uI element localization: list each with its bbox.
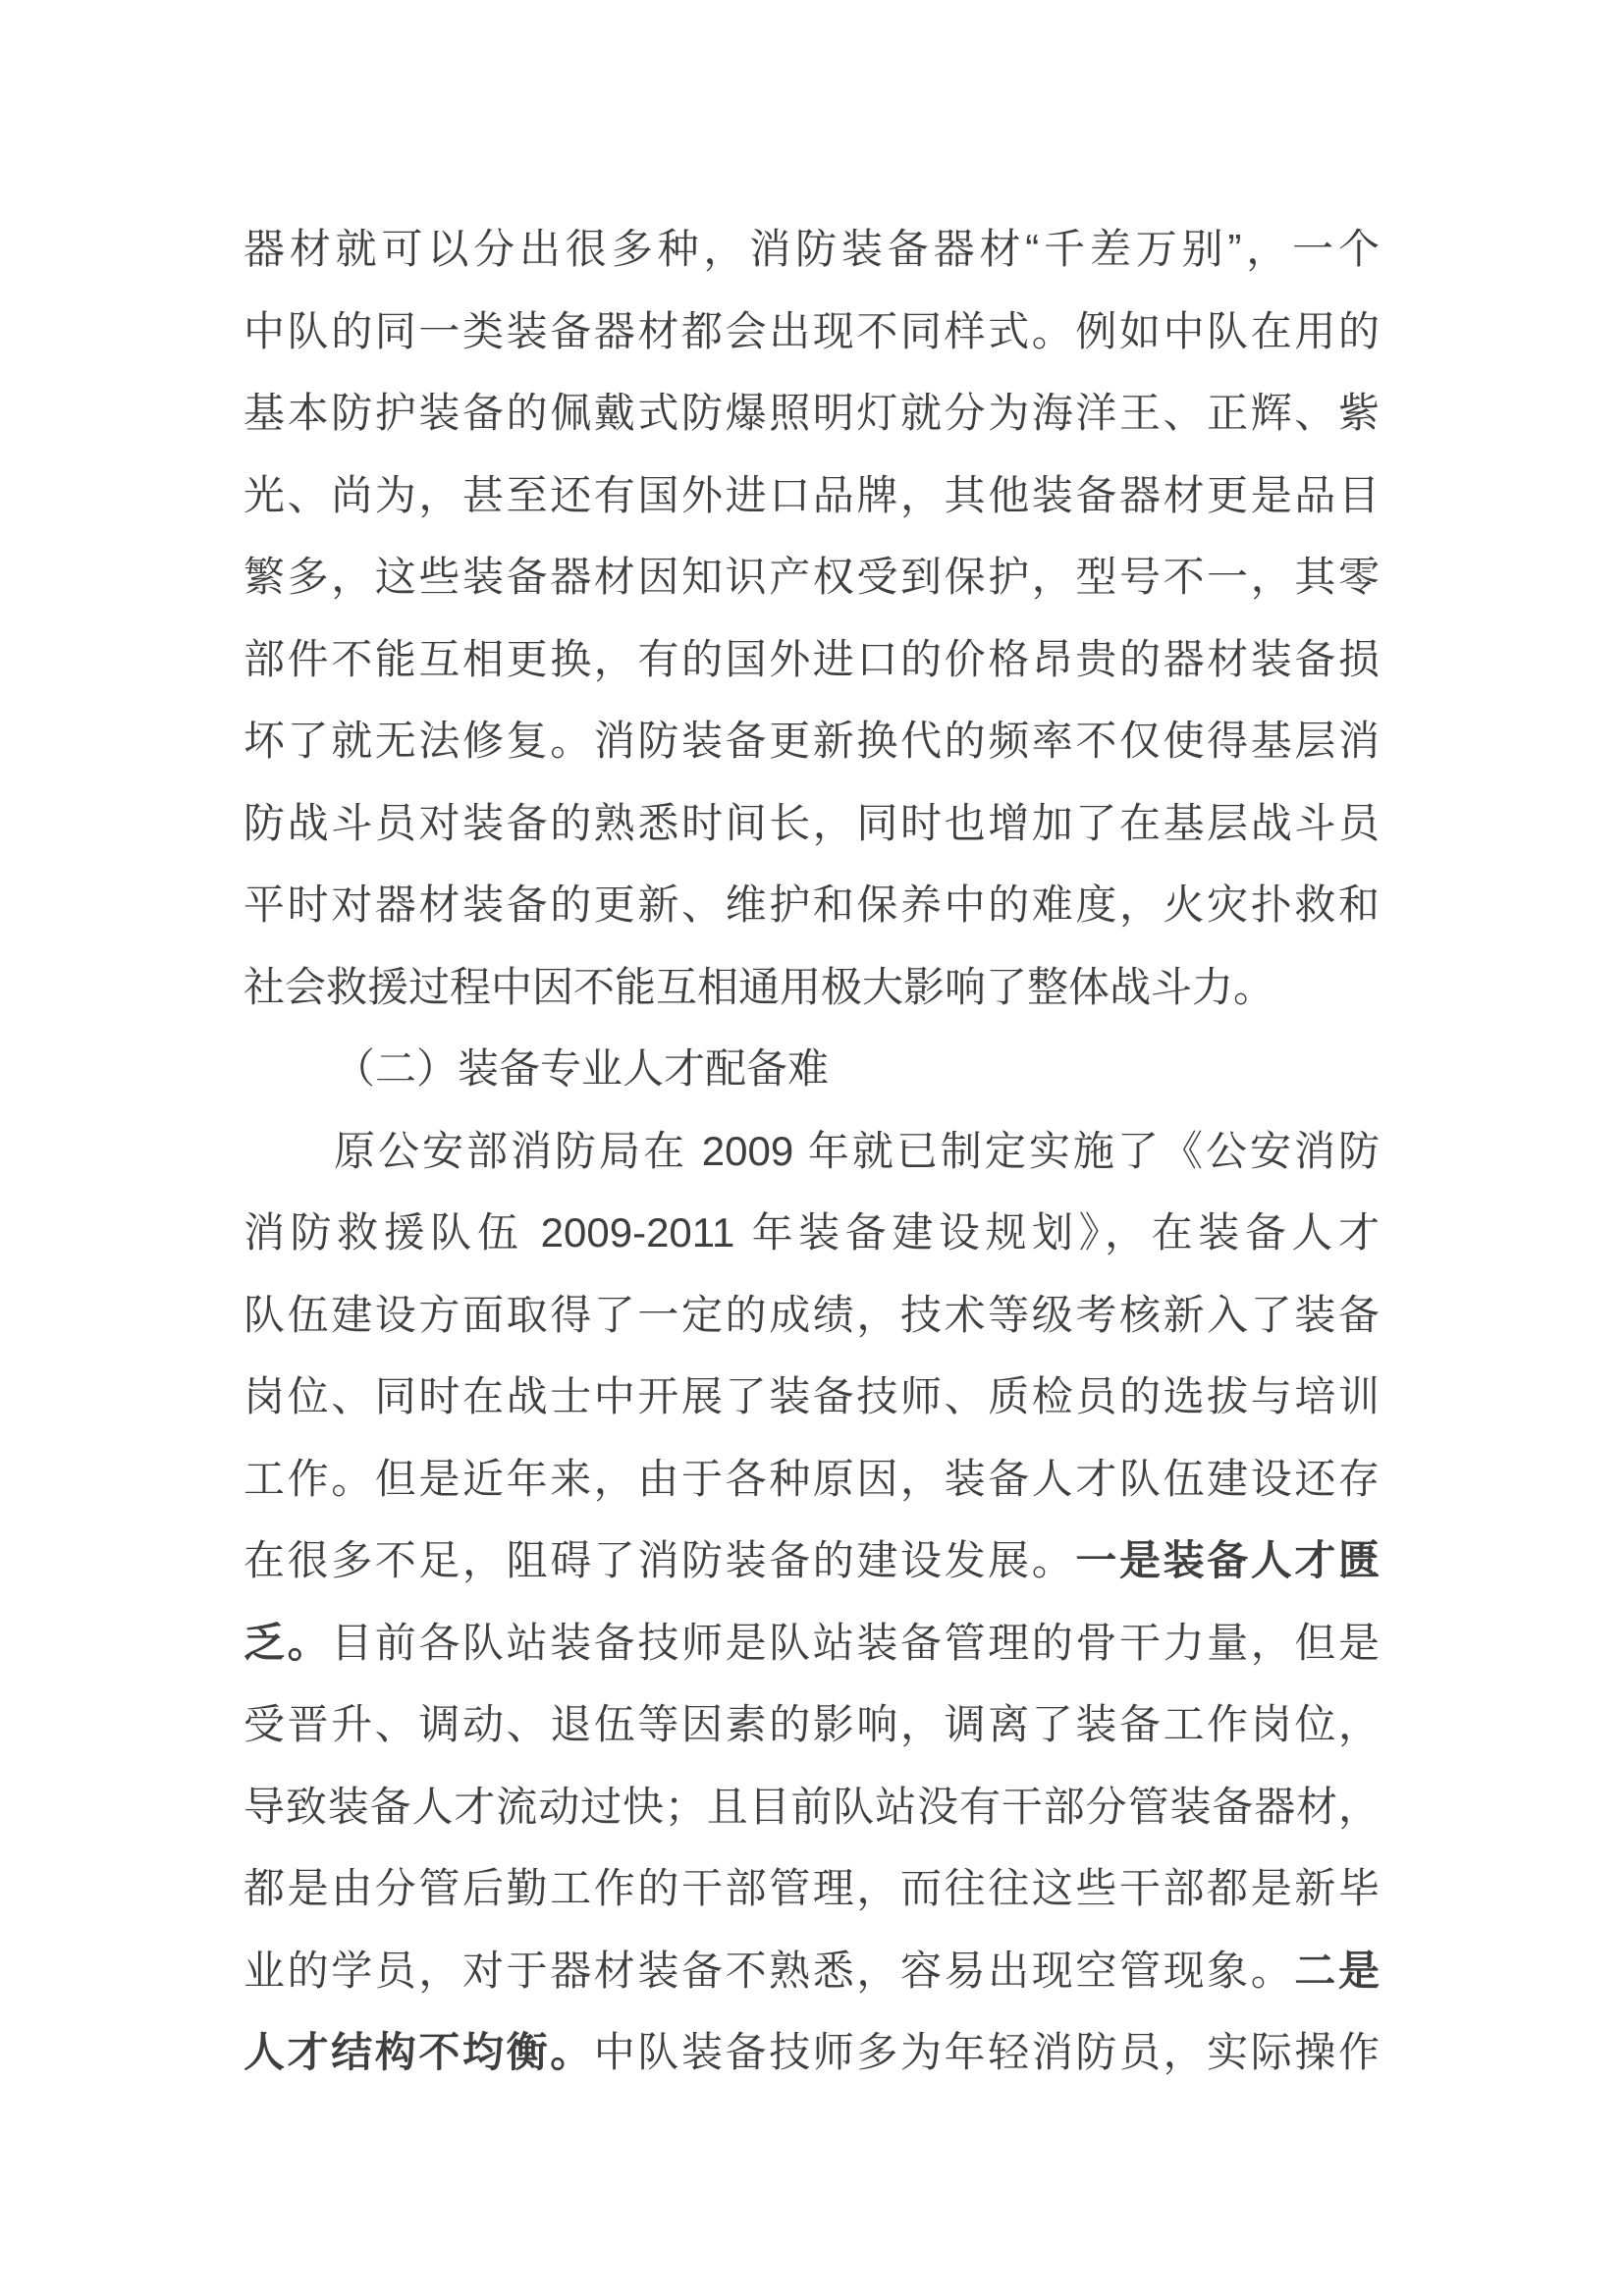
section-heading (244, 1028, 1380, 1110)
text-segment: 导致装备人才流动过快；且目前队站没有干部分管装备器材， (244, 1783, 1380, 1830)
text-line (244, 1847, 1380, 1930)
text-line (244, 1520, 1380, 1602)
text-segment: 在很多不足，阻碍了消防装备的建设发展。 (244, 1537, 1076, 1583)
text-line (244, 2011, 1380, 2094)
text-segment: 平时对器材装备的更新、维护和保养中的难度，火灾扑救和 (244, 881, 1380, 928)
text-line (244, 700, 1380, 782)
text-segment: 中队的同一类装备器材都会出现不同样式。例如中队在用的 (244, 307, 1380, 354)
text-segment: 防战斗员对装备的熟悉时间长，同时也增加了在基层战斗员 (244, 799, 1380, 846)
text-line (244, 1766, 1380, 1848)
text-line (244, 1602, 1380, 1684)
text-line (244, 1110, 1380, 1193)
text-segment: 都是由分管后勤工作的干部管理，而往往这些干部都是新毕 (244, 1865, 1380, 1911)
text-line (244, 864, 1380, 946)
document-body (244, 208, 1380, 2094)
bold-text-segment: 二是 (1294, 1947, 1380, 1994)
text-segment: 社会救援过程中因不能互相通用极大影响了整体战斗力。 (244, 963, 1275, 1010)
bold-text-segment: 人才结构不均衡。 (244, 2029, 594, 2075)
text-segment: 工作。但是近年来，由于各种原因，装备人才队伍建设还存 (244, 1455, 1380, 1502)
text-line (244, 291, 1380, 373)
text-line (244, 946, 1380, 1029)
text-segment: 繁多，这些装备器材因知识产权受到保护，型号不一，其零 (244, 554, 1380, 600)
text-segment: 业的学员，对于器材装备不熟悉，容易出现空管现象。 (244, 1947, 1295, 1994)
text-segment: （二）装备专业人才配备难 (334, 1045, 830, 1092)
text-segment: 基本防护装备的佩戴式防爆照明灯就分为海洋王、正辉、紫 (244, 390, 1380, 436)
text-line (244, 1930, 1380, 2012)
text-line (244, 208, 1380, 291)
text-line (244, 618, 1380, 701)
text-line (244, 536, 1380, 618)
text-line (244, 372, 1380, 454)
text-line (244, 1438, 1380, 1521)
text-line (244, 782, 1380, 865)
text-segment: 目前各队站装备技师是队站装备管理的骨干力量，但是 (331, 1619, 1380, 1666)
text-segment: 坏了就无法修复。消防装备更新换代的频率不仅使得基层消 (244, 718, 1380, 764)
text-segment: 受晋升、调动、退伍等因素的影响，调离了装备工作岗位， (244, 1701, 1380, 1747)
text-line (244, 1683, 1380, 1766)
text-segment: 岗位、同时在战士中开展了装备技师、质检员的选拔与培训 (244, 1373, 1380, 1419)
text-line (244, 1274, 1380, 1357)
text-line (244, 1192, 1380, 1274)
text-segment: 消防救援队伍 2009-2011 年装备建设规划》，在装备人才 (244, 1209, 1380, 1255)
text-segment: 部件不能互相更换，有的国外进口的价格昂贵的器材装备损 (244, 635, 1380, 682)
bold-text-segment: 乏。 (244, 1619, 332, 1666)
text-segment: 器材就可以分出很多种，消防装备器材“千差万别”，一个 (244, 226, 1380, 272)
text-line (244, 454, 1380, 537)
text-segment: 中队装备技师多为年轻消防员，实际操作 (593, 2029, 1380, 2075)
bold-text-segment: 一是装备人才匮 (1075, 1537, 1380, 1583)
text-segment: 队伍建设方面取得了一定的成绩，技术等级考核新入了装备 (244, 1291, 1380, 1338)
text-line (244, 1356, 1380, 1438)
text-segment: 光、尚为，甚至还有国外进口品牌，其他装备器材更是品目 (244, 471, 1380, 518)
text-segment: 原公安部消防局在 2009 年就已制定实施了《公安消防 (334, 1127, 1380, 1174)
